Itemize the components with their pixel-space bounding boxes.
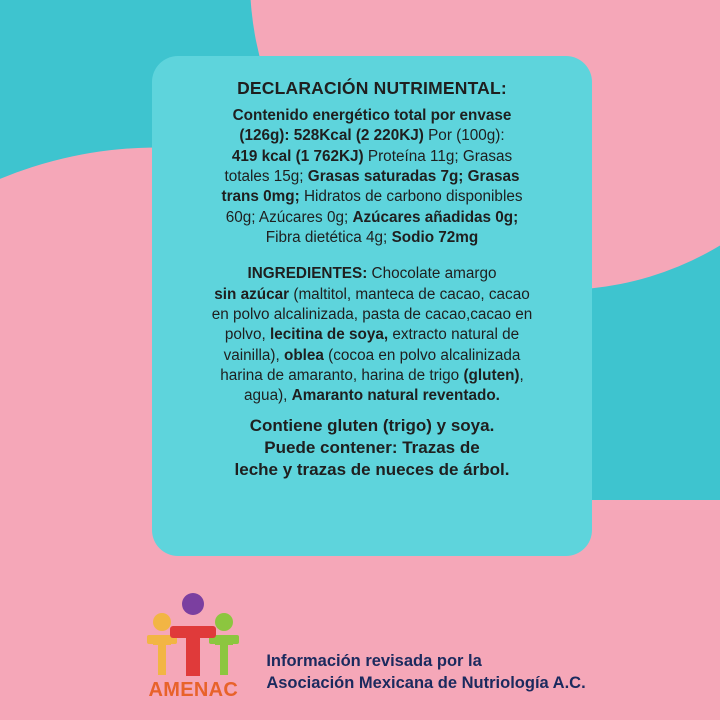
- text-segment: harina de amaranto, harina de trigo: [220, 367, 464, 385]
- ingredients-line: [174, 325, 570, 345]
- nutrition-line: [174, 126, 570, 146]
- ingredients-line: [174, 264, 570, 284]
- ingredients-line: [174, 285, 570, 305]
- text-segment: ,: [519, 367, 524, 385]
- text-segment: trans 0mg;: [221, 188, 300, 206]
- amenac-logo: [134, 592, 252, 704]
- nutrition-line: [174, 167, 570, 187]
- footer-text-line2: Asociación Mexicana de Nutriología A.C.: [266, 673, 586, 692]
- footer: [0, 592, 720, 704]
- amenac-figures-icon: [140, 592, 246, 684]
- text-segment: lecitina de soya,: [269, 326, 389, 344]
- allergen-warning-block: [174, 415, 570, 481]
- text-segment: 419 kcal (1 762KJ): [231, 147, 364, 165]
- nutrition-line: [174, 187, 570, 207]
- text-segment: Amaranto natural reventado.: [291, 387, 500, 405]
- text-segment: agua),: [244, 387, 292, 405]
- nutrition-card: [152, 56, 592, 556]
- text-segment: (cocoa en polvo alcalinizada: [323, 346, 521, 364]
- allergen-warning-line: Contiene gluten (trigo) y soya.: [249, 415, 495, 435]
- text-segment: Contenido energético total por envase: [232, 107, 512, 124]
- text-segment: oblea: [283, 346, 324, 364]
- ingredients-line: [174, 346, 570, 366]
- text-segment: totales 15g;: [224, 168, 308, 186]
- ingredients-line: [174, 366, 570, 386]
- text-segment: Grasas saturadas 7g; Grasas: [307, 168, 520, 186]
- text-segment: (126g): 528Kcal (2 220KJ): [239, 127, 424, 145]
- text-segment: extracto natural de: [388, 326, 520, 344]
- text-segment: Chocolate amargo: [367, 265, 497, 283]
- text-segment: sin azúcar: [214, 285, 290, 303]
- text-segment: vainilla),: [223, 346, 284, 364]
- nutrition-line: [174, 208, 570, 228]
- text-segment: Sodio 72mg: [391, 229, 479, 247]
- text-segment: en polvo alcalinizada, pasta de cacao,cacao en: [211, 306, 533, 324]
- ingredients-line: [174, 386, 570, 406]
- text-segment: Proteína 11g; Grasas: [363, 147, 513, 165]
- text-segment: Hidratos de carbono disponibles: [299, 188, 523, 206]
- allergen-warning-line: Puede contener: Trazas de: [264, 437, 480, 457]
- nutrition-facts-block: [174, 106, 570, 248]
- nutrition-declaration-title: DECLARACIÓN NUTRIMENTAL:: [237, 78, 507, 98]
- allergen-warning-line: leche y trazas de nueces de árbol.: [234, 460, 510, 479]
- text-segment: (gluten): [463, 367, 520, 385]
- ingredients-line: [174, 305, 570, 325]
- text-segment: polvo,: [224, 326, 270, 344]
- text-segment: (maltitol, manteca de cacao, cacao: [289, 285, 530, 303]
- nutrition-line: [174, 106, 570, 126]
- text-segment: INGREDIENTES:: [247, 265, 368, 283]
- amenac-brand-name: AMENAC: [148, 679, 239, 701]
- text-segment: Fibra dietética 4g;: [265, 229, 392, 247]
- ingredients-block: [174, 264, 570, 406]
- nutrition-line: [174, 147, 570, 167]
- text-segment: Azúcares añadidas 0g;: [352, 208, 519, 226]
- footer-text-line1: Información revisada por la: [266, 652, 482, 671]
- text-segment: 60g; Azúcares 0g;: [225, 208, 353, 226]
- nutrition-line: [174, 228, 570, 248]
- footer-text: [266, 651, 585, 704]
- text-segment: Por (100g):: [423, 127, 505, 145]
